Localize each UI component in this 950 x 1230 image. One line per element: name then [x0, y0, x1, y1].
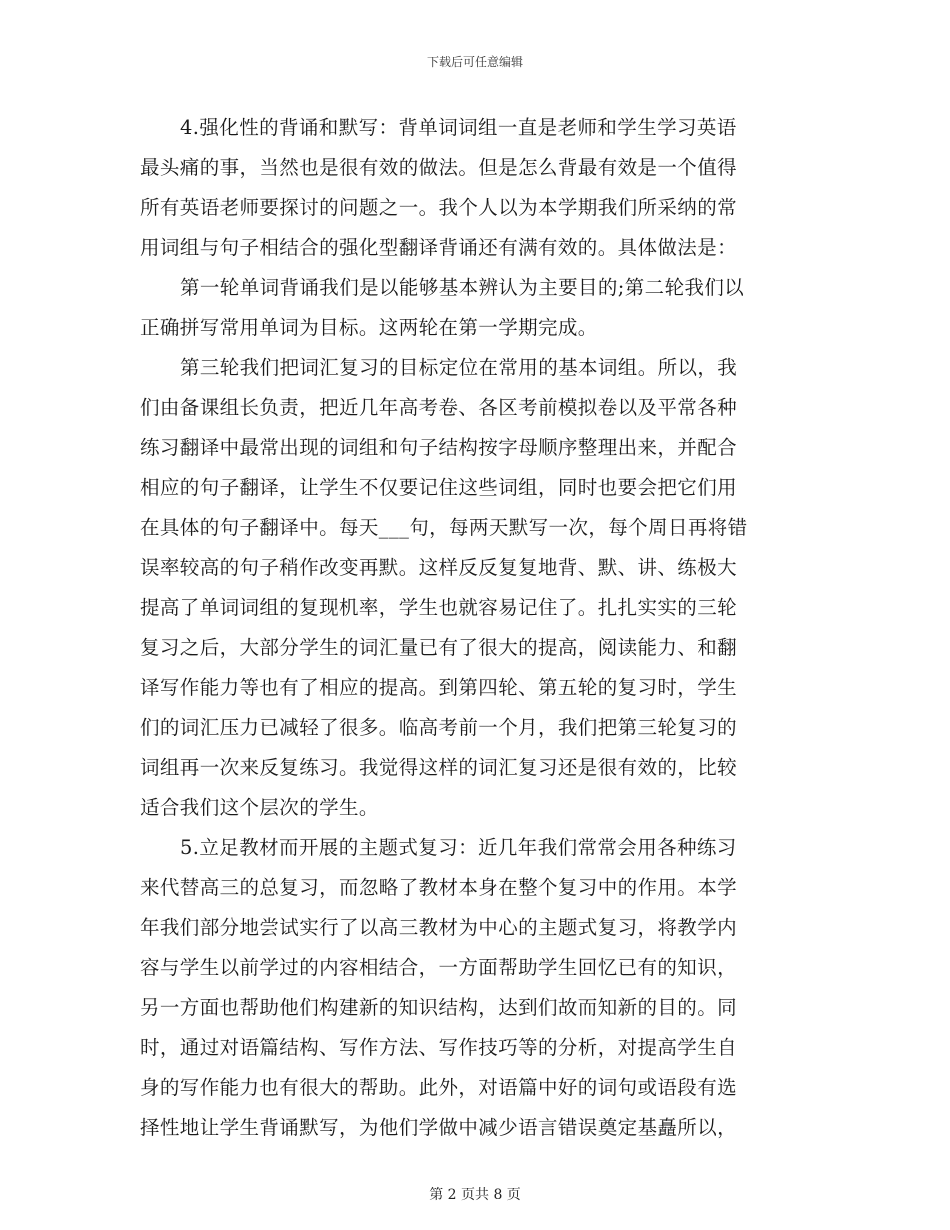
- text-line: 误率较高的句子稍作改变再默。这样反反复复地背、默、讲、练极大: [140, 556, 738, 579]
- text-line: 年我们部分地尝试实行了以高三教材为中心的主题式复习，将教学内: [140, 916, 738, 939]
- text-line: 适合我们这个层次的学生。: [140, 796, 379, 819]
- text-line: 容与学生以前学过的内容相结合，一方面帮助学生回忆已有的知识，: [140, 956, 738, 979]
- text-line: 正确拼写常用单词为目标。这两轮在第一学期完成。: [140, 316, 598, 339]
- text-line: 词组再一次来反复练习。我觉得这样的词汇复习还是很有效的，比较: [140, 756, 738, 779]
- text-line: 译写作能力等也有了相应的提高。到第四轮、第五轮的复习时，学生: [140, 676, 738, 699]
- document-body: [140, 108, 820, 1148]
- page-number: 第 2 页共 8 页: [429, 1187, 521, 1203]
- text-line: 相应的句子翻译，让学生不仅要记住这些词组，同时也要会把它们用: [140, 476, 738, 499]
- text-line: 们的词汇压力已减轻了很多。临高考前一个月，我们把第三轮复习的: [140, 716, 738, 739]
- text-line: 练习翻译中最常出现的词组和句子结构按字母顺序整理出来，并配合: [140, 436, 738, 459]
- text-line: 最头痛的事，当然也是很有效的做法。但是怎么背最有效是一个值得: [140, 156, 738, 179]
- text-line: 时，通过对语篇结构、写作方法、写作技巧等的分析，对提高学生自: [140, 1036, 738, 1059]
- text-line: 用词组与句子相结合的强化型翻译背诵还有满有效的。具体做法是：: [140, 236, 738, 259]
- text-line: 第一轮单词背诵我们是以能够基本辨认为主要目的;第二轮我们以: [180, 276, 745, 299]
- text-line: 第三轮我们把词汇复习的目标定位在常用的基本词组。所以，我: [180, 356, 738, 379]
- text-line: 来代替高三的总复习，而忽略了教材本身在整个复习中的作用。本学: [140, 876, 738, 899]
- text-line: 复习之后，大部分学生的词汇量已有了很大的提高，阅读能力、和翻: [140, 636, 738, 659]
- text-line: 们由备课组长负责，把近几年高考卷、各区考前模拟卷以及平常各种: [140, 396, 738, 419]
- page-header: 下载后可任意编辑: [426, 55, 523, 69]
- text-line: 另一方面也帮助他们构建新的知识结构，达到们故而知新的目的。同: [140, 996, 738, 1019]
- text-line: 5.立足教材而开展的主题式复习：近几年我们常常会用各种练习: [180, 836, 737, 859]
- text-line: 4.强化性的背诵和默写：背单词词组一直是老师和学生学习英语: [180, 116, 737, 139]
- text-line: 在具体的句子翻译中。每天___句，每两天默写一次，每个周日再将错: [140, 516, 748, 539]
- text-line: 身的写作能力也有很大的帮助。此外，对语篇中好的词句或语段有选: [140, 1076, 738, 1099]
- text-line: 所有英语老师要探讨的问题之一。我个人以为本学期我们所采纳的常: [140, 196, 738, 219]
- text-line: 择性地让学生背诵默写，为他们学做中减少语言错误奠定基矗所以，: [140, 1116, 738, 1139]
- text-line: 提高了单词词组的复现机率，学生也就容易记住了。扎扎实实的三轮: [140, 596, 738, 619]
